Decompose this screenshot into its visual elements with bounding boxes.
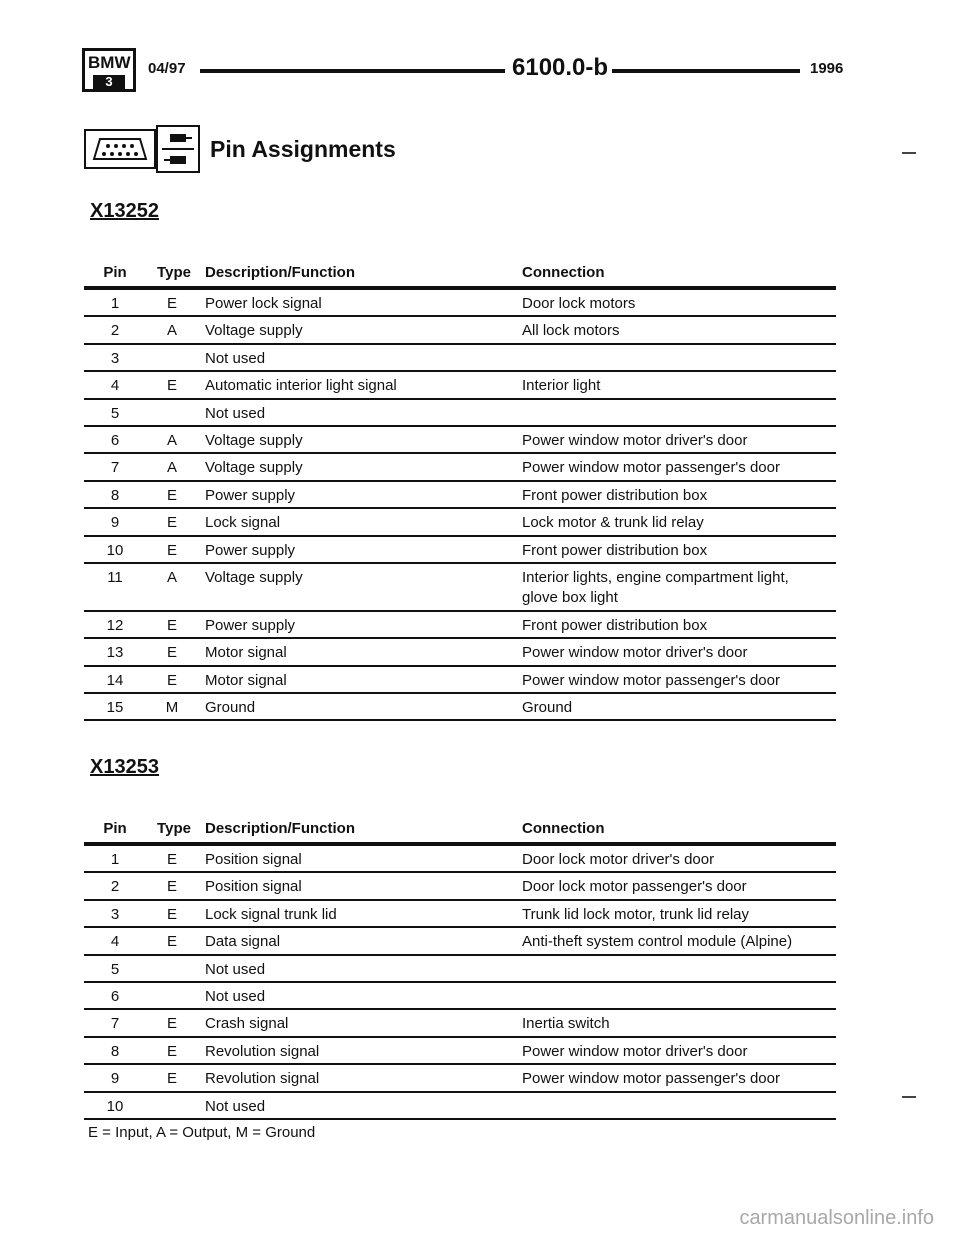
column-header-connection: Connection	[522, 820, 605, 837]
type-cell: E	[166, 851, 177, 868]
description-cell: Automatic interior light signal	[205, 377, 397, 395]
pin-cell: 10	[106, 1097, 124, 1115]
connection-cell: Door lock motor driver's door	[522, 851, 715, 868]
type-cell: E	[166, 616, 177, 634]
description-cell: Motor signal	[205, 671, 287, 689]
type-cell: E	[166, 905, 177, 923]
description-cell: Data signal	[205, 933, 281, 951]
type-cell: E	[166, 514, 177, 532]
table-row	[84, 956, 836, 983]
connection-cell: Interior lights, engine compartment light,	[522, 568, 789, 586]
table-row	[84, 400, 836, 427]
description-cell: Lock signal	[205, 514, 281, 532]
column-header-pin: Pin	[103, 264, 127, 281]
pin-cell: 14	[106, 671, 124, 689]
pin-cell: 5	[110, 960, 120, 978]
connection-cell: Door lock motors	[522, 295, 636, 312]
connection-cell: Inertia switch	[522, 1015, 610, 1033]
type-cell: M	[165, 699, 179, 717]
table-row	[84, 901, 836, 928]
table-header	[84, 264, 836, 286]
description-cell: Position signal	[205, 878, 302, 896]
column-header-connection: Connection	[522, 264, 605, 281]
pin-cell: 9	[110, 1070, 120, 1088]
table-row	[84, 1038, 836, 1065]
type-cell: E	[166, 541, 177, 559]
table-row	[84, 612, 836, 639]
table-row	[84, 564, 836, 612]
description-cell: Ground	[205, 699, 256, 717]
pin-cell: 13	[106, 644, 124, 662]
type-cell: E	[166, 486, 177, 504]
type-cell: A	[166, 568, 177, 586]
header-date: 04/97	[148, 60, 186, 77]
pin-cell: 4	[110, 933, 120, 951]
logo-brand: BMW	[88, 53, 131, 72]
table-row	[84, 1093, 836, 1120]
description-cell: Not used	[205, 349, 266, 367]
connection-cell: Anti-theft system control module (Alpine)	[522, 933, 793, 951]
pin-cell: 2	[110, 322, 120, 340]
watermark: carmanualsonline.info	[739, 1207, 934, 1229]
connection-cell: Power window motor passenger's door	[522, 671, 780, 689]
pin-cell: 15	[106, 699, 124, 717]
connection-cell: Trunk lid lock motor, trunk lid relay	[522, 905, 750, 923]
table-row	[84, 1065, 836, 1092]
connection-cell: Lock motor & trunk lid relay	[522, 514, 704, 532]
type-cell: E	[166, 644, 177, 662]
margin-mark	[902, 152, 916, 154]
connector-id-x13253: X13253	[90, 756, 159, 778]
header-rule-right	[612, 69, 800, 73]
pin-cell: 11	[107, 568, 123, 586]
column-header-pin: Pin	[103, 820, 127, 837]
connection-cell: Power window motor driver's door	[522, 431, 748, 449]
type-cell: E	[166, 933, 177, 951]
margin-mark	[902, 1096, 916, 1098]
header-document-code: 6100.0-b	[512, 54, 609, 81]
table-header	[84, 820, 836, 842]
description-cell: Revolution signal	[205, 1042, 320, 1060]
table-row	[84, 537, 836, 564]
connection-cell: Power window motor driver's door	[522, 644, 748, 662]
table-row	[84, 482, 836, 509]
bmw-3-series-logo	[82, 48, 136, 92]
pin-cell: 1	[110, 295, 120, 312]
connection-cell: Front power distribution box	[522, 486, 708, 504]
description-cell: Revolution signal	[205, 1070, 320, 1088]
type-cell: E	[166, 1070, 177, 1088]
table-row	[84, 983, 836, 1010]
type-cell: E	[166, 878, 177, 896]
table-row	[84, 372, 836, 399]
connection-cell: Power window motor passenger's door	[522, 1070, 780, 1088]
pin-cell: 1	[110, 851, 120, 868]
table-row	[84, 345, 836, 372]
page-title: Pin Assignments	[210, 136, 396, 162]
description-cell: Voltage supply	[205, 431, 303, 449]
table-row	[84, 427, 836, 454]
section-icons	[84, 125, 204, 173]
header-rule-left	[200, 69, 505, 73]
description-cell: Position signal	[205, 851, 302, 868]
table-body	[84, 846, 836, 1120]
connection-cell: Door lock motor passenger's door	[522, 878, 747, 896]
table-row	[84, 846, 836, 873]
pin-plug-icon	[156, 125, 200, 173]
column-header-type: Type	[157, 820, 191, 837]
table-row	[84, 454, 836, 481]
table-body	[84, 290, 836, 721]
pin-cell: 6	[110, 431, 120, 449]
description-cell: Power lock signal	[205, 295, 322, 312]
pin-table-x13253	[84, 820, 836, 1120]
description-cell: Not used	[205, 987, 266, 1005]
pin-cell: 8	[110, 486, 120, 504]
connection-cell: Front power distribution box	[522, 541, 708, 559]
connection-cell: Interior light	[522, 377, 601, 395]
table-row	[84, 873, 836, 900]
pin-cell: 3	[110, 905, 120, 923]
table-row	[84, 1010, 836, 1037]
page-header	[82, 48, 842, 92]
description-cell: Voltage supply	[205, 322, 303, 340]
description-cell: Lock signal trunk lid	[205, 905, 337, 923]
description-cell: Power supply	[205, 616, 296, 634]
type-legend: E = Input, A = Output, M = Ground	[88, 1124, 316, 1141]
type-cell: E	[166, 295, 177, 312]
connector-id-x13252: X13252	[90, 200, 159, 222]
pin-cell: 4	[110, 377, 120, 395]
connection-cell: Power window motor passenger's door	[522, 459, 780, 477]
description-cell: Power supply	[205, 486, 296, 504]
description-cell: Not used	[205, 960, 266, 978]
type-cell: E	[166, 1015, 177, 1033]
pin-cell: 8	[110, 1042, 120, 1060]
description-cell: Crash signal	[205, 1015, 289, 1033]
type-cell: A	[166, 322, 177, 340]
description-cell: Voltage supply	[205, 459, 303, 477]
table-row	[84, 928, 836, 955]
column-header-description: Description/Function	[205, 820, 355, 837]
pin-cell: 6	[110, 987, 120, 1005]
table-row	[84, 639, 836, 666]
pin-cell: 10	[106, 541, 124, 559]
table-row	[84, 694, 836, 721]
connection-cell-continued: glove box light	[522, 588, 618, 606]
pin-cell: 7	[110, 459, 120, 477]
pin-cell: 2	[110, 878, 120, 896]
logo-series: 3	[93, 75, 125, 89]
pin-cell: 7	[110, 1015, 120, 1033]
description-cell: Not used	[205, 1097, 266, 1115]
connection-cell: All lock motors	[522, 322, 620, 340]
column-header-description: Description/Function	[205, 264, 355, 281]
column-header-type: Type	[157, 264, 191, 281]
connection-cell: Ground	[522, 699, 573, 717]
type-cell: E	[166, 671, 177, 689]
pin-cell: 5	[110, 404, 120, 422]
description-cell: Motor signal	[205, 644, 287, 662]
description-cell: Power supply	[205, 541, 296, 559]
pin-table-x13252	[84, 264, 836, 721]
type-cell: A	[166, 431, 177, 449]
connection-cell: Power window motor driver's door	[522, 1042, 748, 1060]
pin-cell: 3	[110, 349, 120, 367]
header-year: 1996	[810, 60, 844, 77]
description-cell: Not used	[205, 404, 266, 422]
description-cell: Voltage supply	[205, 568, 303, 586]
connector-icon	[84, 129, 156, 169]
table-row	[84, 317, 836, 344]
table-row	[84, 509, 836, 536]
type-cell: A	[166, 459, 177, 477]
type-cell: E	[166, 377, 177, 395]
connection-cell: Front power distribution box	[522, 616, 708, 634]
table-row	[84, 290, 836, 317]
pin-cell: 9	[110, 514, 120, 532]
type-cell: E	[166, 1042, 177, 1060]
pin-cell: 12	[106, 616, 124, 634]
table-row	[84, 667, 836, 694]
